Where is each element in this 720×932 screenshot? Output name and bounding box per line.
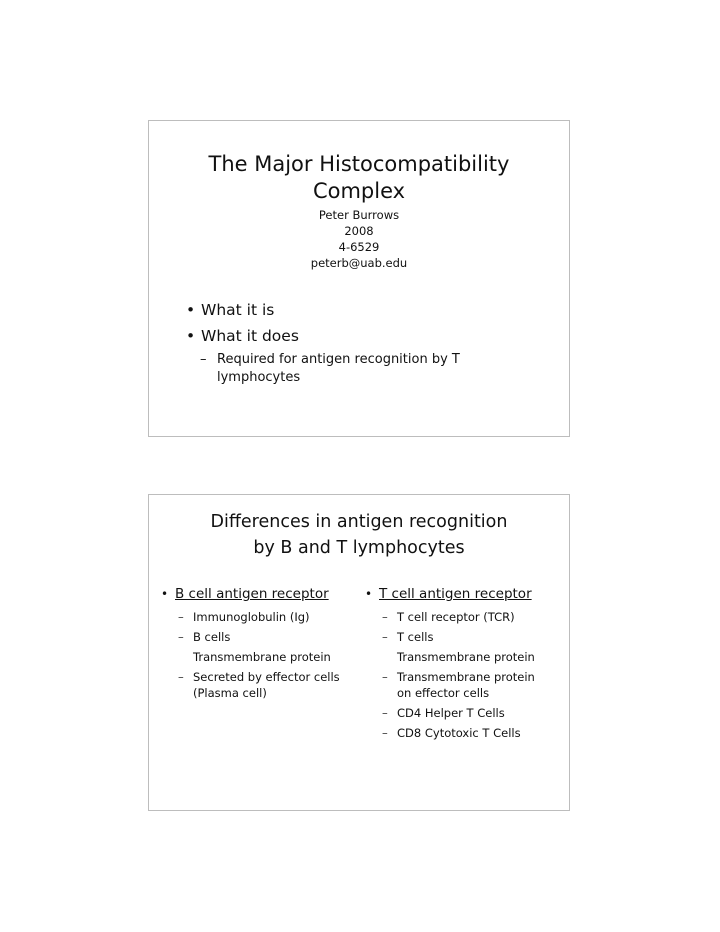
slide-1-title-line-1: The Major Histocompatibility — [208, 152, 510, 176]
list-item-continuation: Transmembrane protein — [193, 650, 331, 664]
column-heading-text: T cell antigen receptor — [379, 586, 532, 602]
slide-2-title-line-2: by B and T lymphocytes — [253, 538, 465, 558]
sub-bullet-line-1: Required for antigen recognition by T — [217, 352, 460, 367]
bullet-dot-icon: • — [365, 587, 373, 601]
dash-icon: – — [178, 610, 184, 624]
list-item-text-line-2: (Plasma cell) — [193, 686, 267, 700]
column-heading-text: B cell antigen receptor — [175, 586, 329, 602]
list-item-text: T cell receptor (TCR) — [397, 610, 515, 624]
bullet-dot-icon: • — [186, 327, 196, 345]
list-item-text: T cells — [397, 630, 434, 644]
list-item-text: CD8 Cytotoxic T Cells — [397, 726, 521, 740]
bullet-text: What it is — [201, 301, 275, 319]
column-heading — [161, 585, 361, 603]
b-cell-column — [161, 585, 361, 705]
list-item — [161, 669, 361, 701]
list-item — [365, 705, 565, 721]
list-item-text: B cells — [193, 630, 231, 644]
dash-icon: – — [382, 670, 388, 684]
year: 2008 — [344, 224, 374, 238]
dash-icon: – — [178, 670, 184, 684]
slide-1 — [148, 120, 570, 437]
bullet-item — [179, 297, 539, 323]
column-heading — [365, 585, 565, 603]
dash-icon: – — [382, 706, 388, 720]
slide-1-title — [149, 151, 569, 205]
list-item — [365, 725, 565, 741]
bullet-dot-icon: • — [186, 301, 196, 319]
bullet-dot-icon: • — [161, 587, 169, 601]
author-name: Peter Burrows — [318, 208, 400, 222]
phone-number: 4-6529 — [338, 240, 380, 254]
list-item-text: Immunoglobulin (Ig) — [193, 610, 310, 624]
list-item — [365, 609, 565, 625]
dash-icon: – — [178, 630, 184, 644]
slide-2 — [148, 494, 570, 811]
dash-icon: – — [382, 630, 388, 644]
list-item-text: Secreted by effector cells — [193, 670, 340, 684]
dash-icon: – — [382, 610, 388, 624]
list-item — [365, 629, 565, 645]
slide-2-title — [149, 509, 569, 561]
slide-1-bullet-list — [179, 297, 539, 387]
dash-icon: – — [382, 726, 388, 740]
slide-1-author-info — [149, 207, 569, 271]
list-item-continuation: Transmembrane protein — [397, 650, 535, 664]
slide-2-title-line-1: Differences in antigen recognition — [210, 512, 508, 532]
email-address: peterb@uab.edu — [310, 256, 408, 270]
sub-bullet-item — [179, 351, 539, 387]
list-item-text-line-2: on effector cells — [397, 686, 490, 700]
bullet-item — [179, 323, 539, 349]
list-item-text: Transmembrane protein — [397, 670, 535, 684]
list-item — [161, 629, 361, 645]
t-cell-column — [365, 585, 565, 745]
slide-1-title-line-2: Complex — [312, 179, 406, 203]
list-item-text: CD4 Helper T Cells — [397, 706, 505, 720]
dash-icon: – — [200, 352, 207, 367]
list-item — [161, 609, 361, 625]
bullet-text: What it does — [201, 327, 299, 345]
list-item — [365, 669, 565, 701]
sub-bullet-line-2: lymphocytes — [217, 370, 301, 385]
